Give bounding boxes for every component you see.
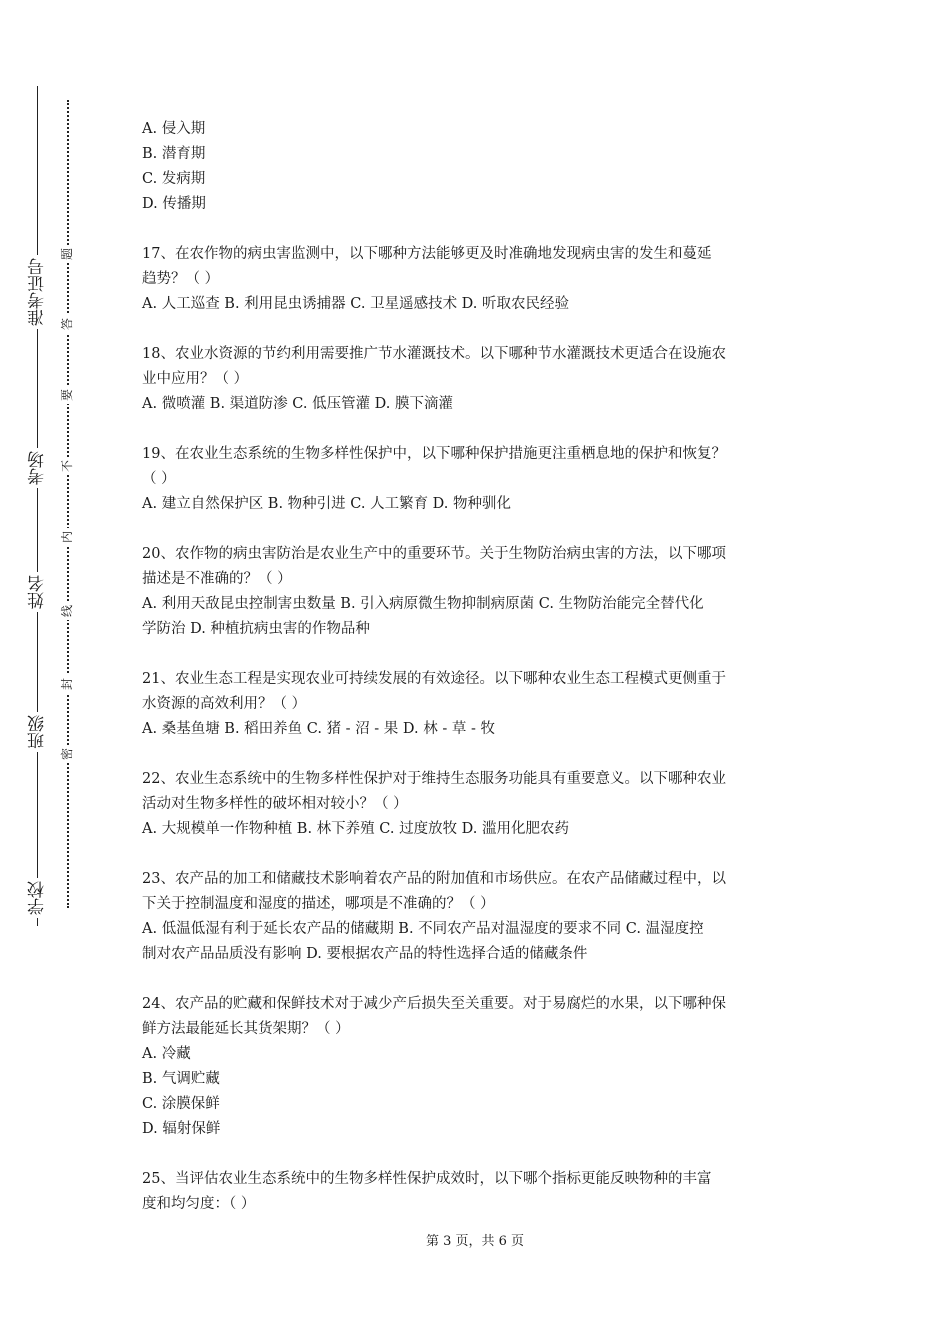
page-footer: 第 3 页，共 6 页 (425, 1234, 525, 1249)
field-name: 姓名 (22, 572, 54, 612)
option-line: 学防治 D. 种植抗病虫害的作物品种 (142, 621, 370, 637)
question-22 (142, 767, 812, 842)
question-25 (142, 1167, 812, 1217)
field-school: 学校 (22, 878, 54, 918)
option-line: B. 潜育期 (142, 146, 206, 162)
seal-char: 不 (58, 457, 76, 475)
question-24 (142, 992, 812, 1142)
question-stem: （ ） (142, 471, 176, 487)
question-stem: 度和均匀度：（ ） (142, 1196, 256, 1212)
previous-question-options (142, 117, 812, 217)
seal-char: 内 (58, 528, 76, 546)
question-17 (142, 242, 812, 317)
seal-char: 题 (58, 245, 76, 263)
question-stem: 23、农产品的加工和储藏技术影响着农产品的附加值和市场供应。在农产品储藏过程中，以 (142, 871, 726, 887)
option-line: C. 发病期 (142, 171, 206, 187)
option-line: A. 冷藏 (142, 1046, 191, 1062)
question-stem: 水资源的高效利用？（ ） (142, 696, 307, 712)
question-stem: 18、农业水资源的节约利用需要推广节水灌溉技术。以下哪种节水灌溉技术更适合在设施农 (142, 346, 726, 362)
binding-margin (0, 0, 110, 1344)
question-stem: 鲜方法最能延长其货架期？（ ） (142, 1021, 350, 1037)
seal-char: 封 (58, 675, 76, 693)
question-stem: 17、在农作物的病虫害监测中，以下哪种方法能够更及时准确地发现病虫害的发生和蔓延 (142, 246, 712, 262)
question-stem: 24、农产品的贮藏和保鲜技术对于减少产后损失至关重要。对于易腐烂的水果，以下哪种保 (142, 996, 726, 1012)
seal-char: 密 (58, 745, 76, 763)
field-exam-number: 准考证号 (22, 255, 54, 329)
option-line: B. 气调贮藏 (142, 1071, 220, 1087)
option-line: A. 人工巡查 B. 利用昆虫诱捕器 C. 卫星遥感技术 D. 听取农民经验 (142, 296, 570, 312)
question-18 (142, 342, 812, 417)
seal-char: 线 (58, 602, 76, 620)
binding-solid-line (37, 86, 38, 926)
question-19 (142, 442, 812, 517)
option-line: A. 大规模单一作物种植 B. 林下养殖 C. 过度放牧 D. 滥用化肥农药 (142, 821, 570, 837)
seal-char: 要 (58, 386, 76, 404)
option-line: A. 利用天敌昆虫控制害虫数量 B. 引入病原微生物抑制病原菌 C. 生物防治能完全替代化 (142, 596, 704, 612)
question-21 (142, 667, 812, 742)
question-stem: 19、在农业生态系统的生物多样性保护中，以下哪种保护措施更注重栖息地的保护和恢复？ (142, 446, 726, 462)
question-stem: 业中应用？（ ） (142, 371, 249, 387)
option-line: D. 辐射保鲜 (142, 1121, 221, 1137)
question-stem: 21、农业生态工程是实现农业可持续发展的有效途径。以下哪种农业生态工程模式更侧重于 (142, 671, 726, 687)
question-content (142, 117, 812, 1217)
question-stem: 活动对生物多样性的破坏相对较小？（ ） (142, 796, 408, 812)
option-line: A. 微喷灌 B. 渠道防渗 C. 低压管灌 D. 膜下滴灌 (142, 396, 454, 412)
option-line: D. 传播期 (142, 196, 206, 212)
option-line: A. 低温低湿有利于延长农产品的储藏期 B. 不同农产品对温湿度的要求不同 C. 温湿度控 (142, 921, 704, 937)
question-stem: 20、农作物的病虫害防治是农业生产中的重要环节。关于生物防治病虫害的方法，以下哪项 (142, 546, 726, 562)
option-line: 制对农产品品质没有影响 D. 要根据农产品的特性选择合适的储藏条件 (142, 946, 588, 962)
question-20 (142, 542, 812, 642)
option-line: A. 侵入期 (142, 121, 206, 137)
binding-dotted-line (67, 100, 69, 908)
field-exam-room: 考场 (22, 448, 54, 488)
field-class: 班级 (22, 712, 54, 752)
option-line: C. 涂膜保鲜 (142, 1096, 220, 1112)
question-stem: 25、当评估农业生态系统中的生物多样性保护成效时，以下哪个指标更能反映物种的丰富 (142, 1171, 712, 1187)
option-line: A. 建立自然保护区 B. 物种引进 C. 人工繁育 D. 物种驯化 (142, 496, 512, 512)
question-stem: 趋势？（ ） (142, 271, 220, 287)
option-line: A. 桑基鱼塘 B. 稻田养鱼 C. 猪 - 沼 - 果 D. 林 - 草 - 牧 (142, 721, 495, 737)
question-23 (142, 867, 812, 967)
question-stem: 22、农业生态系统中的生物多样性保护对于维持生态服务功能具有重要意义。以下哪种农业 (142, 771, 726, 787)
seal-char: 答 (58, 315, 76, 333)
question-stem: 下关于控制温度和湿度的描述，哪项是不准确的？（ ） (142, 896, 495, 912)
question-stem: 描述是不准确的？（ ） (142, 571, 292, 587)
